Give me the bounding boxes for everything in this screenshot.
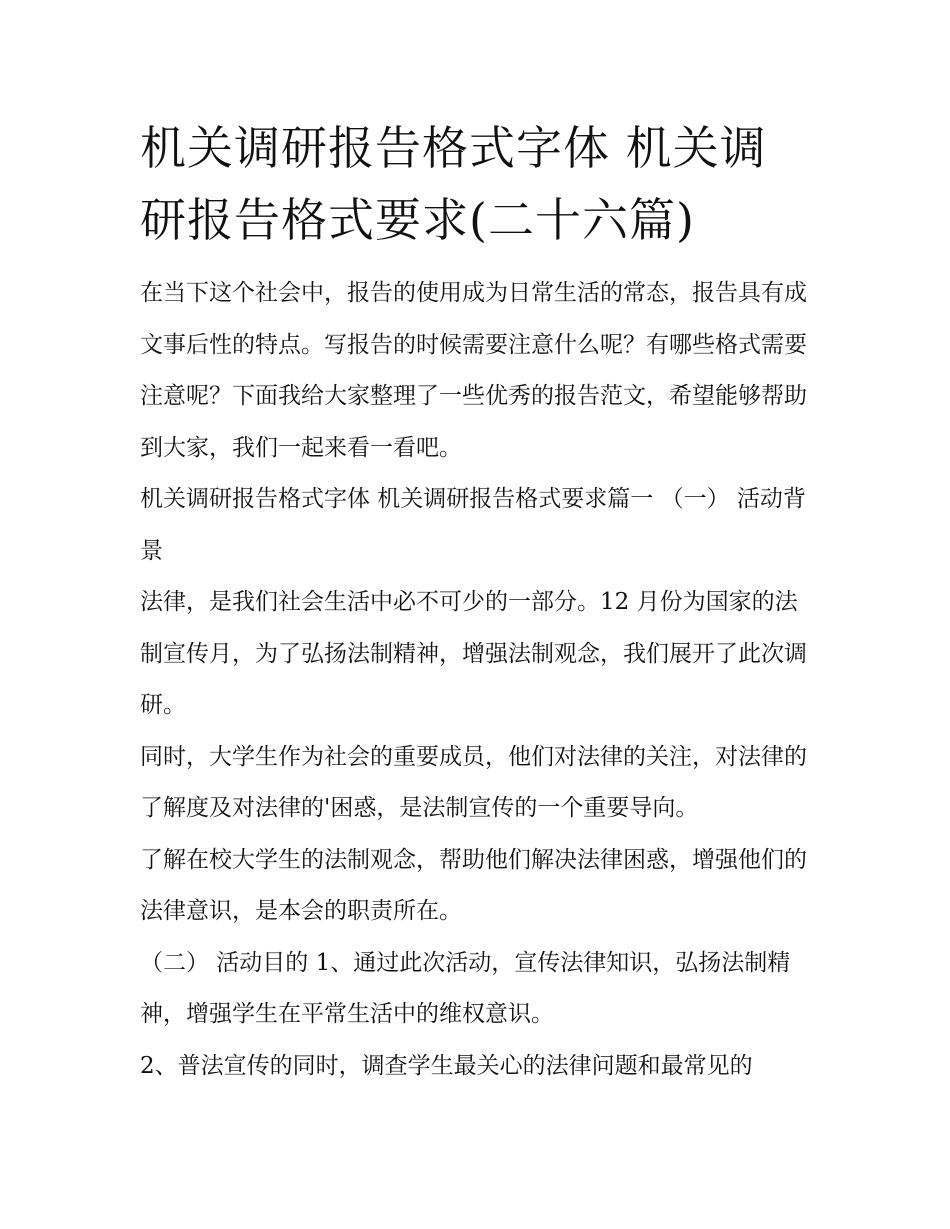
- paragraph-law-background: 法律，是我们社会生活中必不可少的一部分。12 月份为国家的法制宣传月，为了弘扬法制精神，增强法制观念，我们展开了此次调研。: [140, 589, 807, 718]
- paragraph-students-role: 同时，大学生作为社会的重要成员，他们对法律的关注，对法律的了解度及对法律的'困惑，是法制宣传的一个重要导向。: [140, 743, 807, 821]
- paragraph-duty: 了解在校大学生的法制观念，帮助他们解决法律困惑，增强他们的法律意识，是本会的职责所在。: [140, 846, 807, 924]
- document-title: 机关调研报告格式字体 机关调研报告格式要求(二十六篇): [140, 121, 767, 247]
- paragraph-purpose: （二） 活动目的 1、通过此次活动，宣传法律知识，弘扬法制精神，增强学生在平常生活中的维权意识。: [140, 949, 791, 1027]
- document-body: [140, 112, 812, 1092]
- paragraph-purpose-2: 2、普法宣传的同时，调查学生最关心的法律问题和最常见的: [140, 1052, 753, 1079]
- paragraph-list: [140, 268, 812, 1092]
- paragraph-section-heading: 机关调研报告格式字体 机关调研报告格式要求篇一 （一） 活动背景: [140, 486, 806, 564]
- paragraph-intro: 在当下这个社会中，报告的使用成为日常生活的常态，报告具有成文事后性的特点。写报告的时候需要注意什么呢？有哪些格式需要注意呢？下面我给大家整理了一些优秀的报告范文，希望能够帮助到大家，我们一起来看一看吧。: [140, 280, 807, 461]
